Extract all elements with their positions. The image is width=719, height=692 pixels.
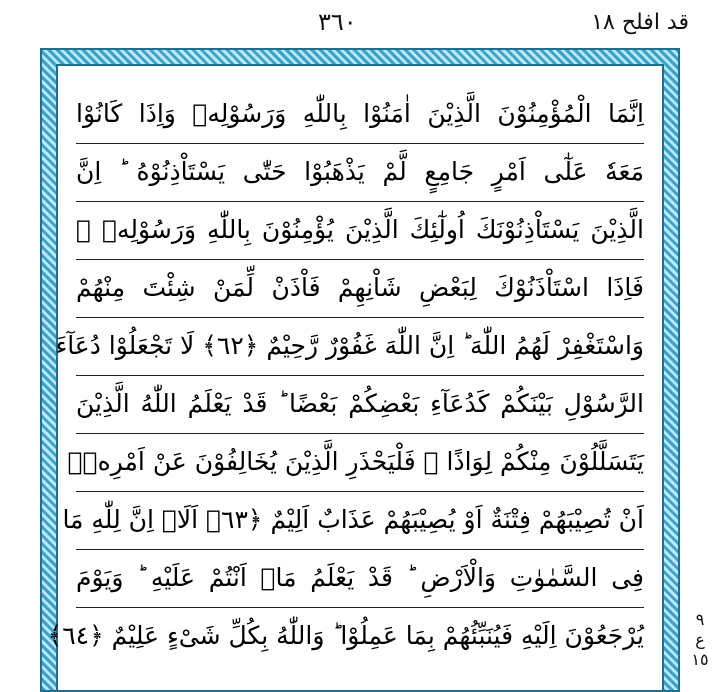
surah-header: قد افلح ١٨ [591,10,689,35]
margin-note [685,610,715,670]
verse-line-2: مَعَهٗ عَلٰٓى اَمْرٍ جَامِعٍ لَّمْ يَذْهَبُوْا حَتّٰى يَسْتَاْذِنُوْهُ ؕ اِنَّ [76,144,644,202]
verse-line-4: فَاِذَا اسْتَاْذَنُوْكَ لِبَعْضِ شَاْنِهِمْ فَاْذَنْ لِّمَنْ شِئْتَ مِنْهُمْ [76,260,644,318]
verse-line-3: الَّذِيْنَ يَسْتَاْذِنُوْنَكَ اُولٰٓئِكَ الَّذِيْنَ يُؤْمِنُوْنَ بِاللّٰهِ وَرَسُوْلِهٖ ۚ [76,202,644,260]
verse-line-9: فِى السَّمٰوٰتِ وَالْاَرْضِ ؕ قَدْ يَعْلَمُ مَاۤ اَنْتُمْ عَلَيْهِ ؕ وَيَوْمَ [76,550,644,608]
verse-line-8: اَنْ تُصِيْبَهُمْ فِتْنَةٌ اَوْ يُصِيْبَهُمْ عَذَابٌ اَلِيْمٌ ﴿٦٣﴾ اَلَاۤ اِنَّ لِلّٰهِ مَا [76,492,644,550]
text-panel [47,64,664,690]
verse-line-5: وَاسْتَغْفِرْ لَهُمُ اللّٰهَ ؕ اِنَّ اللّٰهَ غَفُوْرٌ رَّحِيْمٌ ﴿٦٢﴾ لَا تَجْعَلُوْا دُعَآءَ [76,318,644,376]
margin-note-line-2: ع [695,630,705,649]
page-header [0,0,719,48]
margin-note-line-3: ١٥ [691,650,709,669]
page-number: ٣٦٠ [318,8,357,36]
margin-note-line-1: ٩ [695,610,705,629]
verse-line-6: الرَّسُوْلِ بَيْنَكُمْ كَدُعَآءِ بَعْضِكُمْ بَعْضًا ؕ قَدْ يَعْلَمُ اللّٰهُ الَّذِيْنَ [76,376,644,434]
decorative-frame [40,48,680,692]
verse-text-area [47,86,644,666]
verse-line-1: اِنَّمَا الْمُؤْمِنُوْنَ الَّذِيْنَ اٰمَنُوْا بِاللّٰهِ وَرَسُوْلِهٖ وَاِذَا كَانُوْا [76,86,644,144]
verse-line-10: يُرْجَعُوْنَ اِلَيْهِ فَيُنَبِّئُهُمْ بِمَا عَمِلُوْا ؕ وَاللّٰهُ بِكُلِّ شَىْءٍ عَلِيْمٌ ﴿٦٤﴾ [47,621,644,650]
verse-line-7: يَتَسَلَّلُوْنَ مِنْكُمْ لِوَاذًا ۚ فَلْيَحْذَرِ الَّذِيْنَ يُخَالِفُوْنَ عَنْ اَمْرِهٖۤ [76,434,644,492]
